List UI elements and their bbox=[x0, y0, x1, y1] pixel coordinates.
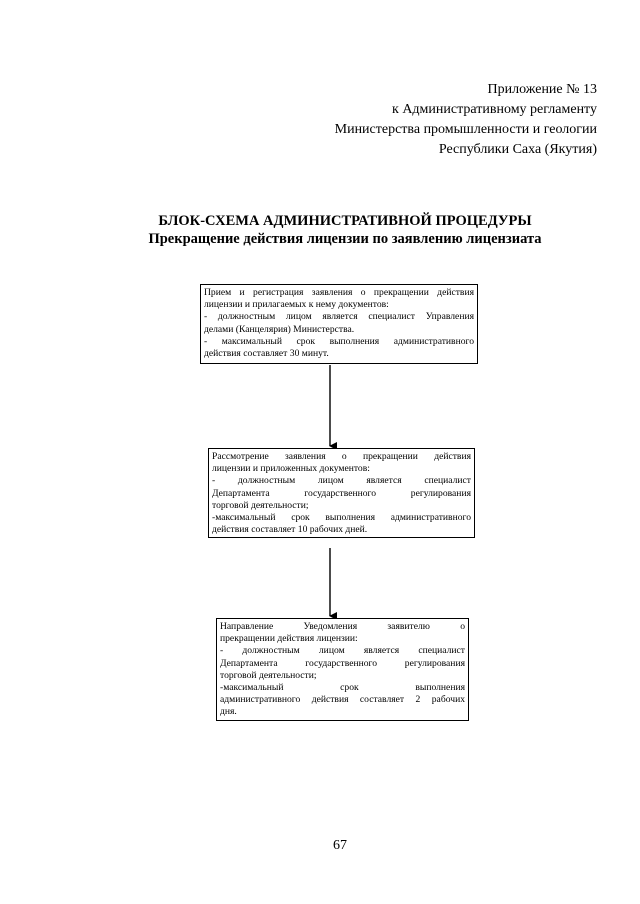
flow-step-line: прекращении действия лицензии: bbox=[220, 633, 358, 645]
flow-step-line: Направление Уведомления заявителю о bbox=[220, 621, 465, 632]
flow-step-line: - должностным лицом является специалист bbox=[212, 475, 471, 487]
flow-step-reception bbox=[200, 284, 478, 364]
flow-step-line: лицензии и приложенных документов: bbox=[212, 463, 370, 475]
flow-step-line: делами (Канцелярия) Министерства. bbox=[204, 323, 355, 335]
page-number: 67 bbox=[333, 838, 347, 853]
annex-line: Приложение № 13 bbox=[487, 82, 597, 97]
flow-step-notification bbox=[216, 618, 469, 721]
document-title bbox=[0, 212, 640, 248]
flow-step-review bbox=[208, 448, 475, 538]
flow-step-line: действия составляет 10 рабочих дней. bbox=[212, 524, 368, 536]
flow-step-line: Рассмотрение заявления о прекращении действия bbox=[212, 451, 471, 462]
flow-step-line: - максимальный срок выполнения административного bbox=[204, 335, 474, 347]
flow-step-line: административного действия составляет 2 рабочих bbox=[220, 694, 465, 706]
title-subtitle: Прекращение действия лицензии по заявлению лицензиата bbox=[148, 231, 542, 247]
flow-step-line: дня. bbox=[220, 706, 237, 718]
annex-header bbox=[335, 80, 597, 160]
flow-step-line: торговой деятельности; bbox=[220, 669, 317, 681]
flow-step-line: Департамента государственного регулирования bbox=[212, 487, 471, 499]
annex-line: к Административному регламенту bbox=[392, 102, 597, 117]
flow-step-line: действия составляет 30 минут. bbox=[204, 348, 329, 360]
title-main: БЛОК-СХЕМА АДМИНИСТРАТИВНОЙ ПРОЦЕДУРЫ bbox=[158, 213, 532, 229]
flow-step-line: Прием и регистрация заявления о прекращении действия bbox=[204, 287, 474, 298]
flow-step-line: -максимальный срок выполнения административного bbox=[212, 512, 471, 524]
flow-step-line: -максимальный срок выполнения bbox=[220, 682, 465, 694]
annex-line: Министерства промышленности и геологии bbox=[334, 122, 597, 137]
flow-step-line: лицензии и прилагаемых к нему документов: bbox=[204, 299, 389, 311]
annex-line: Республики Саха (Якутия) bbox=[438, 142, 597, 157]
flow-step-line: торговой деятельности; bbox=[212, 499, 309, 511]
flow-step-line: Департамента государственного регулирования bbox=[220, 657, 465, 669]
flow-step-line: - должностным лицом является специалист bbox=[220, 645, 465, 657]
flow-step-line: - должностным лицом является специалист Управления bbox=[204, 311, 474, 323]
